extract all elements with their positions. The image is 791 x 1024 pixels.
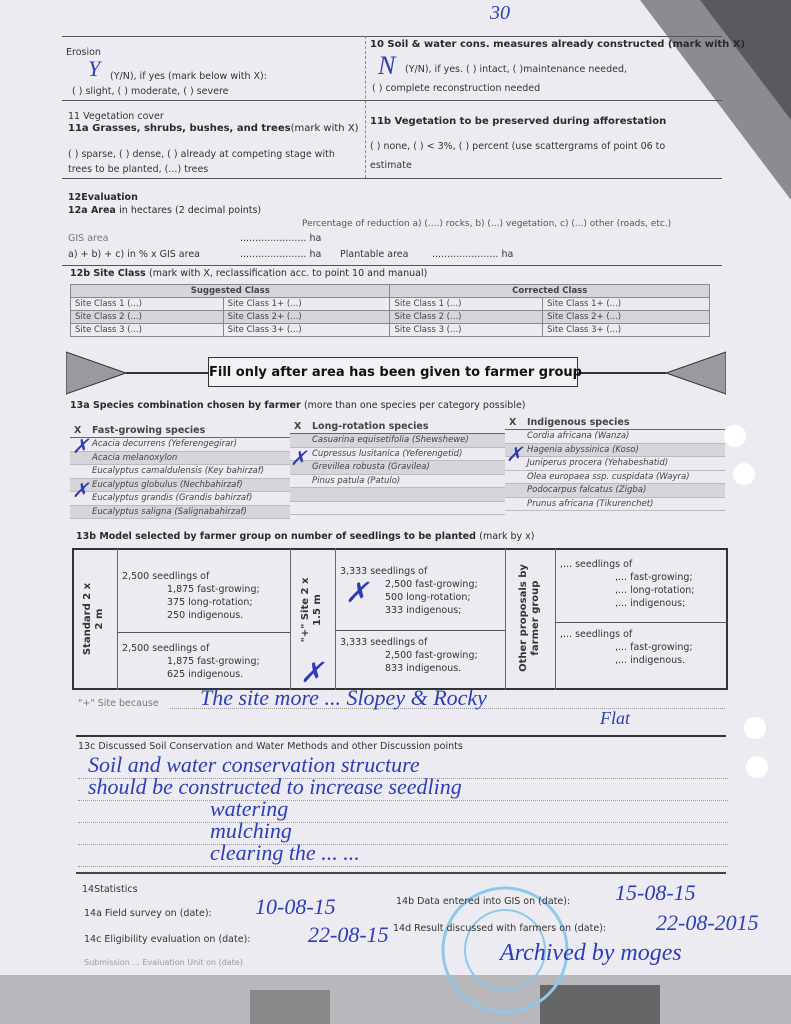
discussion-line-5: clearing the ... ...: [210, 840, 360, 865]
erosion-line2: ( ) slight, ( ) moderate, ( ) severe: [72, 86, 229, 97]
check-mark: ✗: [290, 448, 307, 470]
fast-growing-table: X Fast-growing species Acacia decurrens (Yeferengegirar) Acacia melanoxylon Eucalyptus camaldulensis (Key bahirzaf) Eucalyptus globulus (Nechbahirzaf) Eucalyptus grandis (Grandis bahirzaf) Eucalyptus saligna (Salignabahirzaf): [70, 424, 290, 519]
s14d-value: 22-08-2015: [656, 910, 759, 935]
discussion-line-4: mulching: [210, 818, 292, 843]
discussion-line-1: Soil and water conservation structure: [88, 752, 420, 777]
s12-title: 12Evaluation: [68, 192, 138, 203]
site-class-table: Suggested Class Corrected Class Site Class 1 (...) Site Class 1+ (...) Site Class 1 (...) Site Class 1+ (...) Site Class 2 (...) Site Class 2+ (...) Site Class 2 (...) Site Class 2+ (...) Site Class 3 (...) Site Class 3+ (...) Site Class 3 (...) Site Class 3+ (...): [70, 284, 710, 337]
s11-title: 11 Vegetation cover: [68, 111, 164, 122]
plus-site-because-value: The site more ... Slopey & Rocky: [200, 685, 487, 710]
plus-option-1[interactable]: 3,333 seedlings of 2,500 fast-growing; 500 long-rotation; 333 indigenous;: [340, 566, 478, 616]
standard-label: Standard 2 x 2 m: [82, 582, 105, 656]
abc-label: a) + b) + c) in % x GIS area: [68, 249, 200, 260]
archive-note: Archived by moges: [500, 940, 682, 966]
s14b-value: 15-08-15: [615, 880, 696, 905]
s14a-value: 10-08-15: [255, 894, 336, 919]
gis-area-value: ...................... ha: [240, 233, 322, 244]
s13b-title: 13b Model selected by farmer group on number of seedlings to be planted (mark by x): [76, 531, 535, 542]
suggested-class-header: Suggested Class: [71, 285, 390, 298]
erosion-title: Erosion: [66, 47, 101, 58]
s13a-title: 13a Species combination chosen by farmer (more than one species per category possible): [70, 400, 526, 411]
s14a-label: 14a Field survey on (date):: [84, 908, 212, 919]
s12a-title: 12a Area in hectares (2 decimal points): [68, 205, 262, 216]
check-mark: ✗: [506, 444, 523, 466]
s10-line2: ( ) complete reconstruction needed: [372, 83, 541, 94]
long-rotation-table: X Long-rotation species Casuarina equisetifolia (Shewshewe) Cupressus lusitanica (Yeferengetid) Grevillea robusta (Gravilea) Pinus patula (Patulo): [290, 420, 505, 515]
s11b-line2: estimate: [370, 160, 412, 171]
s14b-label: 14b Data entered into GIS on (date):: [396, 896, 571, 907]
s10-answer: N: [378, 51, 396, 80]
erosion-answer: Y: [88, 56, 101, 81]
discussion-line-3: watering: [210, 796, 289, 821]
s14d-label: 14d Result discussed with farmers on (date):: [393, 923, 607, 934]
punch-hole: [744, 717, 766, 739]
s11b-line1: ( ) none, ( ) < 3%, ( ) percent (use scattergrams of point 06 to: [370, 141, 666, 152]
s14-title: 14Statistics: [82, 884, 138, 895]
punch-hole: [733, 463, 755, 485]
reduction-label: Percentage of reduction a) (....) rocks, b) (...) vegetation, c) (...) other (roads, etc.): [302, 219, 672, 229]
plantable-label: Plantable area: [340, 249, 409, 260]
other-option-2[interactable]: ,... seedlings of ,... fast-growing; ,... indigenous.: [560, 629, 693, 666]
other-proposals-label: Other proposals by farmer group: [518, 564, 541, 672]
s11b-title: 11b Vegetation to be preserved during afforestation: [370, 116, 667, 127]
check-mark: ✗: [345, 578, 369, 609]
bottom-smudge: [0, 975, 791, 1024]
banner-text: Fill only after area has been given to farmer group: [208, 357, 578, 387]
plantable-value: ...................... ha: [432, 249, 514, 260]
discussion-line-2: should be constructed to increase seedling: [88, 774, 462, 799]
plus-site-because-label: "+" Site because: [78, 698, 159, 709]
check-mark: ✗: [72, 436, 89, 458]
s11a-line2: trees to be planted, (...) trees: [68, 164, 209, 175]
s11a-line1: ( ) sparse, ( ) dense, ( ) already at competing stage with: [68, 149, 335, 160]
gis-area-label: GIS area: [68, 233, 109, 244]
check-mark: ✗: [72, 480, 89, 502]
corrected-class-header: Corrected Class: [390, 285, 710, 298]
std-option-2[interactable]: 2,500 seedlings of 1,875 fast-growing; 625 indigenous.: [122, 643, 260, 680]
s13c-title: 13c Discussed Soil Conservation and Water Methods and other Discussion points: [78, 741, 463, 752]
check-mark: ✗: [300, 658, 324, 689]
indigenous-table: X Indigenous species Cordia africana (Wanza) Hagenia abyssinica (Koso) Juniperus procera (Yehabeshatid) Olea europaea ssp. cuspidata (Wayra) Podocarpus falcatus (Zigba) Prunus africana (Tikurenchet): [505, 416, 725, 511]
s11a-title: 11a Grasses, shrubs, bushes, and trees(mark with X): [68, 123, 359, 134]
s10-line1: (Y/N), if yes. ( ) intact, ( )maintenance needed,: [405, 64, 627, 75]
s10-title: 10 Soil & water cons. measures already constructed (mark with X): [370, 39, 746, 50]
other-option-1[interactable]: ,... seedlings of ,... fast-growing; ,... long-rotation; ,... indigenous;: [560, 559, 695, 609]
s14c-value: 22-08-15: [308, 922, 389, 947]
abc-value: ...................... ha: [240, 249, 322, 260]
page-number: 30: [490, 2, 510, 24]
plus-option-2[interactable]: 3,333 seedlings of 2,500 fast-growing; 833 indigenous.: [340, 637, 478, 674]
punch-hole: [746, 756, 768, 778]
std-option-1[interactable]: 2,500 seedlings of 1,875 fast-growing; 375 long-rotation; 250 indigenous.: [122, 571, 260, 621]
erosion-line1: (Y/N), if yes (mark below with X):: [110, 71, 267, 82]
s14c-label: 14c Eligibility evaluation on (date):: [84, 934, 251, 945]
s14e-label: Submission ... Evaluation Unit on (date): [84, 958, 243, 967]
plus-site-label: "+" Site 2 x 1.5 m: [300, 577, 323, 643]
s12b-title: 12b Site Class (mark with X, reclassification acc. to point 10 and manual): [70, 268, 428, 279]
punch-hole: [724, 425, 746, 447]
